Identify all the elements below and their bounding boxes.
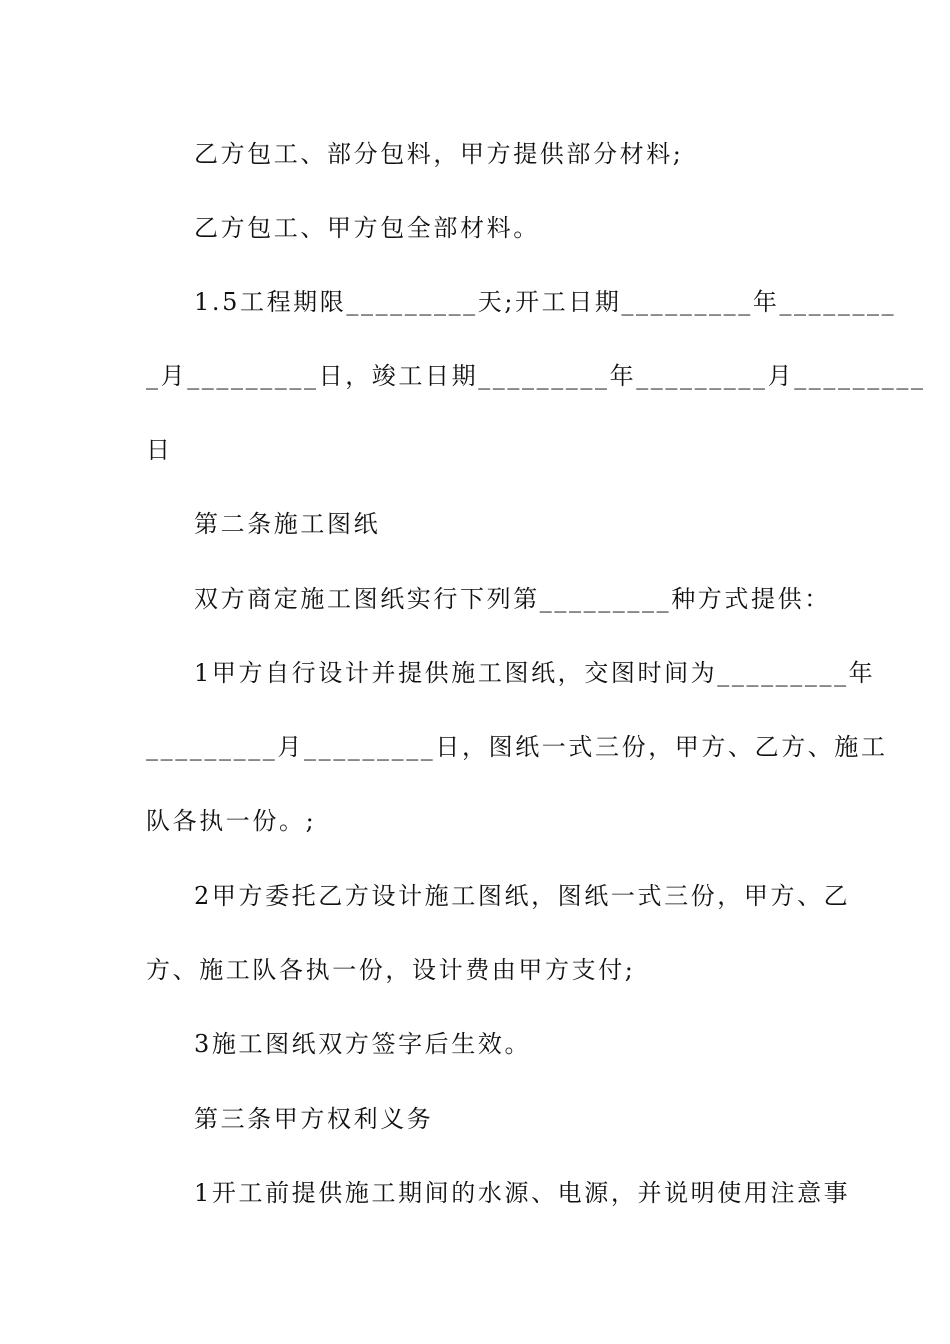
paragraph-drawing-option-two-line-1 [194,880,851,912]
text-line: _月_________日，竣工日期_________年_________月_________ [146,362,926,390]
text-line: _________月_________日，图纸一式三份，甲方、乙方、施工 [146,733,888,761]
text-line: 1甲方自行设计并提供施工图纸，交图时间为_________年 [194,659,876,687]
section-heading-article-two [194,508,806,540]
text-line: 日 [146,436,173,464]
paragraph-project-duration-line-1 [194,286,897,318]
heading-text: 第三条甲方权利义务 [194,1105,434,1133]
text-line: 队各执一份。; [146,807,317,835]
text-line: 1开工前提供施工期间的水源、电源，并说明使用注意事 [194,1179,851,1207]
paragraph-drawing-option-two-line-2 [146,954,806,986]
paragraph-drawing-option-one-line-1 [194,657,876,689]
paragraph-project-duration-line-3 [146,434,806,466]
paragraph-material-option-full [194,212,806,244]
section-heading-article-three [194,1103,806,1135]
paragraph-party-a-obligation-one [194,1177,851,1209]
paragraph-drawing-signature-effective [194,1028,806,1060]
text-line: 3施工图纸双方签字后生效。 [194,1030,532,1058]
text-line: 乙方包工、甲方包全部材料。 [194,214,540,242]
text-line: 2甲方委托乙方设计施工图纸，图纸一式三份，甲方、乙 [194,882,851,910]
text-line: 双方商定施工图纸实行下列第_________种方式提供： [194,585,831,613]
paragraph-drawing-method [194,583,831,615]
text-line: 1.5工程期限_________天;开工日期_________年________ [194,288,897,316]
paragraph-drawing-option-one-line-3 [146,805,806,837]
text-line: 方、施工队各执一份，设计费由甲方支付; [146,956,636,984]
text-line: 乙方包工、部分包料，甲方提供部分材料; [194,140,684,168]
paragraph-material-option-partial [194,138,806,170]
paragraph-drawing-option-one-line-2 [146,731,888,763]
paragraph-project-duration-line-2 [146,360,926,392]
heading-text: 第二条施工图纸 [194,510,381,538]
